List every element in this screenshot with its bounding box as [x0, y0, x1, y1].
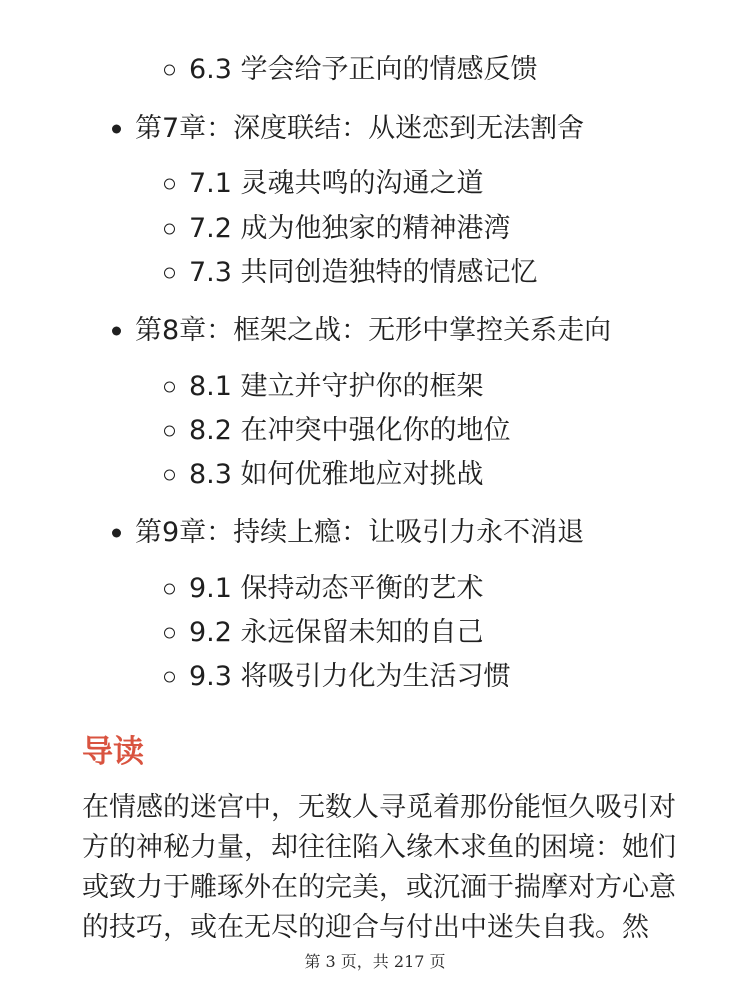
toc-entry-text: 9.3 将吸引力化为生活习惯 [189, 661, 511, 692]
paragraph-line: 或致力于雕琢外在的完美，或沉湎于揣摩对方心意 [82, 872, 676, 903]
toc-section-7-2 [189, 211, 511, 247]
hollow-bullet-icon [164, 268, 175, 279]
hollow-bullet-icon [164, 382, 175, 393]
toc-section-9-1 [189, 571, 484, 607]
toc-section-8-3 [189, 457, 484, 493]
paragraph-line: 方的神秘力量，却往往陷入缘木求鱼的困境：她们 [82, 832, 676, 863]
hollow-bullet-icon [164, 672, 175, 683]
hollow-bullet-icon [164, 179, 175, 190]
solid-bullet-icon [112, 327, 121, 336]
toc-entry-text: 7.3 共同创造独特的情感记忆 [189, 257, 538, 288]
toc-section-7-1 [189, 166, 484, 202]
toc-section-7-3 [189, 255, 538, 291]
toc-entry-text: 7.1 灵魂共鸣的沟通之道 [189, 168, 484, 199]
paragraph-line: 在情感的迷宫中，无数人寻觅着那份能恒久吸引对 [82, 792, 676, 823]
toc-entry-text: 9.2 永远保留未知的自己 [189, 617, 484, 648]
hollow-bullet-icon [164, 628, 175, 639]
toc-section-8-1 [189, 369, 484, 405]
hollow-bullet-icon [164, 584, 175, 595]
hollow-bullet-icon [164, 224, 175, 235]
page-number: 第 3 页，共 217 页 [304, 952, 446, 971]
hollow-bullet-icon [164, 470, 175, 481]
toc-section-6-3 [189, 52, 538, 88]
toc-entry-text: 第7章：深度联结：从迷恋到无法割舍 [135, 113, 585, 144]
toc-entry-text: 8.2 在冲突中强化你的地位 [189, 415, 511, 446]
toc-entry-text: 8.3 如何优雅地应对挑战 [189, 459, 484, 490]
toc-entry-text: 6.3 学会给予正向的情感反馈 [189, 54, 538, 85]
hollow-bullet-icon [164, 426, 175, 437]
toc-chapter-7 [135, 111, 584, 147]
intro-paragraph [82, 788, 682, 948]
toc-entry-text: 8.1 建立并守护你的框架 [189, 371, 484, 402]
toc-section-9-2 [189, 615, 484, 651]
hollow-bullet-icon [164, 65, 175, 76]
toc-section-8-2 [189, 413, 511, 449]
toc-chapter-8 [135, 313, 611, 349]
toc-entry-text: 第9章：持续上瘾：让吸引力永不消退 [135, 517, 585, 548]
paragraph-line: 的技巧，或在无尽的迎合与付出中迷失自我。然 [82, 912, 649, 943]
solid-bullet-icon [112, 529, 121, 538]
toc-chapter-9 [135, 515, 584, 551]
toc-entry-text: 7.2 成为他独家的精神港湾 [189, 213, 511, 244]
toc-entry-text: 9.1 保持动态平衡的艺术 [189, 573, 484, 604]
intro-heading: 导读 [82, 734, 144, 770]
toc-entry-text: 第8章：框架之战：无形中掌控关系走向 [135, 315, 612, 346]
toc-section-9-3 [189, 659, 511, 695]
solid-bullet-icon [112, 125, 121, 134]
